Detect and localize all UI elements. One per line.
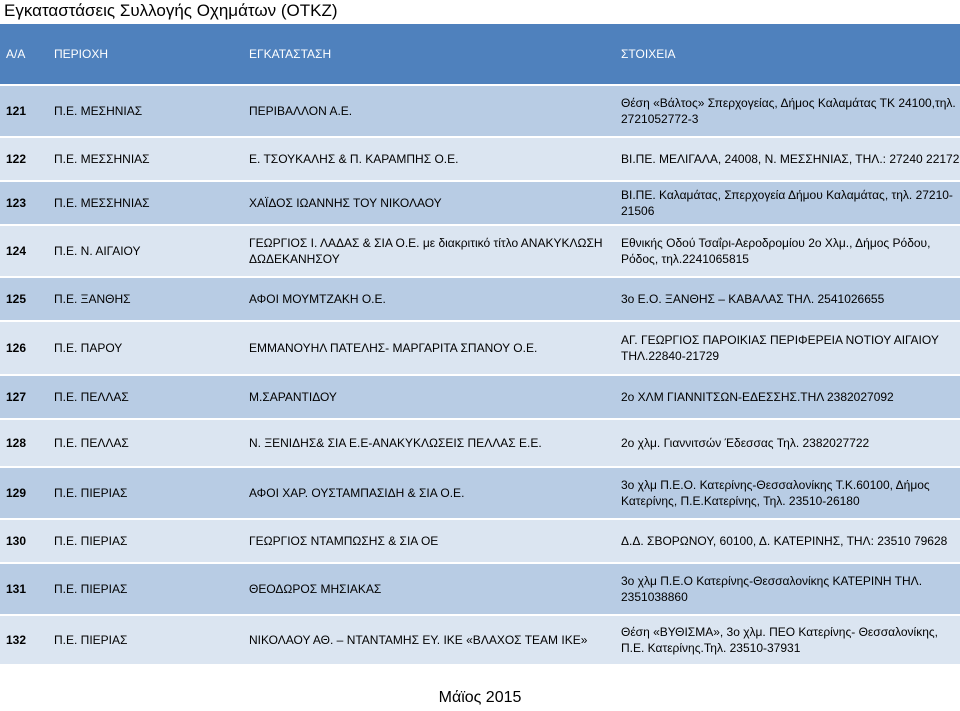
row-number: 128 <box>0 419 48 467</box>
table-row <box>0 137 960 181</box>
row-number: 124 <box>0 225 48 277</box>
header-aa: Α/Α <box>0 24 48 85</box>
row-number: 123 <box>0 181 48 225</box>
row-area: Π.Ε. ΠΕΛΛΑΣ <box>48 375 243 419</box>
row-details: 2ο χλμ. Γιαννιτσών Έδεσσας Τηλ. 2382027722 <box>615 419 960 467</box>
footer-date: Μάϊος 2015 <box>438 689 522 706</box>
row-details: 3ο χλμ Π.Ε.Ο. Κατερίνης-Θεσσαλονίκης Τ.Κ.60100, Δήμος Κατερίνης, Π.Ε.Κατερίνης, Τηλ. 23510-26180 <box>615 467 960 519</box>
row-number: 129 <box>0 467 48 519</box>
row-number: 131 <box>0 563 48 615</box>
row-details: Δ.Δ. ΣΒΟΡΩΝΟΥ, 60100, Δ. ΚΑΤΕΡΙΝΗΣ, ΤΗΛ: 23510 79628 <box>615 519 960 563</box>
row-number: 126 <box>0 321 48 375</box>
row-area: Π.Ε. Ν. ΑΙΓΑΙΟΥ <box>48 225 243 277</box>
row-facility: ΓΕΩΡΓΙΟΣ ΝΤΑΜΠΩΣΗΣ & ΣΙΑ ΟΕ <box>243 519 615 563</box>
row-area: Π.Ε. ΠΕΛΛΑΣ <box>48 419 243 467</box>
table-row <box>0 467 960 519</box>
row-area: Π.Ε. ΠΑΡΟΥ <box>48 321 243 375</box>
header-details: ΣΤΟΙΧΕΙΑ <box>615 24 960 85</box>
table-row <box>0 225 960 277</box>
table-row <box>0 321 960 375</box>
table-row <box>0 181 960 225</box>
header-facility: ΕΓΚΑΤΑΣΤΑΣΗ <box>243 24 615 85</box>
row-facility: Ε. ΤΣΟΥΚΑΛΗΣ & Π. ΚΑΡΑΜΠΗΣ Ο.Ε. <box>243 137 615 181</box>
row-details: Θέση «Βάλτος» Σπερχογείας, Δήμος Καλαμάτας ΤΚ 24100,τηλ. 2721052772-3 <box>615 85 960 137</box>
table-row <box>0 615 960 665</box>
table-row <box>0 519 960 563</box>
table-row <box>0 85 960 137</box>
row-details: ΒΙ.ΠΕ. Καλαμάτας, Σπερχογεία Δήμου Καλαμάτας, τηλ. 27210-21506 <box>615 181 960 225</box>
row-facility: ΠΕΡΙΒΑΛΛΟΝ Α.Ε. <box>243 85 615 137</box>
table-row <box>0 375 960 419</box>
table-row <box>0 419 960 467</box>
row-facility: ΘΕΟΔΩΡΟΣ ΜΗΣΙΑΚΑΣ <box>243 563 615 615</box>
row-number: 132 <box>0 615 48 665</box>
row-facility: ΕΜΜΑΝΟΥΗΛ ΠΑΤΕΛΗΣ- ΜΑΡΓΑΡΙΤΑ ΣΠΑΝΟΥ Ο.Ε. <box>243 321 615 375</box>
row-facility: ΓΕΩΡΓΙΟΣ Ι. ΛΑΔΑΣ & ΣΙΑ Ο.Ε. με διακριτικό τίτλο ΑΝΑΚΥΚΛΩΣΗ ΔΩΔΕΚΑΝΗΣΟΥ <box>243 225 615 277</box>
table-row <box>0 277 960 321</box>
table-header-row <box>0 24 960 85</box>
row-area: Π.Ε. ΠΙΕΡΙΑΣ <box>48 615 243 665</box>
page-title: Εγκαταστάσεις Συλλογής Οχημάτων (ΟΤΚΖ) <box>4 1 338 20</box>
row-details: ΑΓ. ΓΕΩΡΓΙΟΣ ΠΑΡΟΙΚΙΑΣ ΠΕΡΙΦΕΡΕΙΑ ΝΟΤΙΟΥ ΑΙΓΑΙΟΥ ΤΗΛ.22840-21729 <box>615 321 960 375</box>
row-area: Π.Ε. ΠΙΕΡΙΑΣ <box>48 467 243 519</box>
table-row <box>0 563 960 615</box>
row-facility: ΑΦΟΙ ΧΑΡ. ΟΥΣΤΑΜΠΑΣΙΔΗ & ΣΙΑ Ο.Ε. <box>243 467 615 519</box>
row-number: 122 <box>0 137 48 181</box>
row-facility: ΧΑΪΔΟΣ ΙΩΑΝΝΗΣ ΤΟΥ ΝΙΚΟΛΑΟΥ <box>243 181 615 225</box>
row-details: Εθνικής Οδού Τσαΐρι-Αεροδρομίου 2ο Χλμ., Δήμος Ρόδου, Ρόδος, τηλ.2241065815 <box>615 225 960 277</box>
row-area: Π.Ε. ΜΕΣΣΗΝΙΑΣ <box>48 137 243 181</box>
row-details: 2ο ΧΛΜ ΓΙΑΝΝΙΤΣΩΝ-ΕΔΕΣΣΗΣ.ΤΗΛ 2382027092 <box>615 375 960 419</box>
row-area: Π.Ε. ΜΕΣΗΝΙΑΣ <box>48 85 243 137</box>
row-details: 3ο χλμ Π.Ε.Ο Κατερίνης-Θεσσαλονίκης ΚΑΤΕΡΙΝΗ ΤΗΛ. 2351038860 <box>615 563 960 615</box>
facilities-table-wrapper <box>0 24 960 666</box>
row-details: 3ο Ε.Ο. ΞΑΝΘΗΣ – ΚΑΒΑΛΑΣ ΤΗΛ. 2541026655 <box>615 277 960 321</box>
row-number: 130 <box>0 519 48 563</box>
row-number: 127 <box>0 375 48 419</box>
row-area: Π.Ε. ΞΑΝΘΗΣ <box>48 277 243 321</box>
row-details: Θέση «ΒΥΘΙΣΜΑ», 3ο χλμ. ΠΕΟ Κατερίνης- Θεσσαλονίκης, Π.Ε. Κατερίνης.Τηλ. 23510-37931 <box>615 615 960 665</box>
row-facility: Ν. ΞΕΝΙΔΗΣ& ΣΙΑ Ε.Ε-ΑΝΑΚΥΚΛΩΣΕΙΣ ΠΕΛΛΑΣ Ε.Ε. <box>243 419 615 467</box>
header-area: ΠΕΡΙΟΧΗ <box>48 24 243 85</box>
row-facility: ΑΦΟΙ ΜΟΥΜΤΖΑΚΗ Ο.Ε. <box>243 277 615 321</box>
row-area: Π.Ε. ΜΕΣΣΗΝΙΑΣ <box>48 181 243 225</box>
row-facility: ΝΙΚΟΛΑΟΥ ΑΘ. – ΝΤΑΝΤΑΜΗΣ ΕΥ. ΙΚΕ «ΒΛΑΧΟΣ ΤΕΑΜ ΙΚΕ» <box>243 615 615 665</box>
row-facility: Μ.ΣΑΡΑΝΤΙΔΟΥ <box>243 375 615 419</box>
row-area: Π.Ε. ΠΙΕΡΙΑΣ <box>48 519 243 563</box>
row-details: ΒΙ.ΠΕ. ΜΕΛΙΓΑΛΑ, 24008, Ν. ΜΕΣΣΗΝΙΑΣ, ΤΗΛ.: 27240 22172 <box>615 137 960 181</box>
row-area: Π.Ε. ΠΙΕΡΙΑΣ <box>48 563 243 615</box>
row-number: 125 <box>0 277 48 321</box>
row-number: 121 <box>0 85 48 137</box>
facilities-table <box>0 24 960 666</box>
